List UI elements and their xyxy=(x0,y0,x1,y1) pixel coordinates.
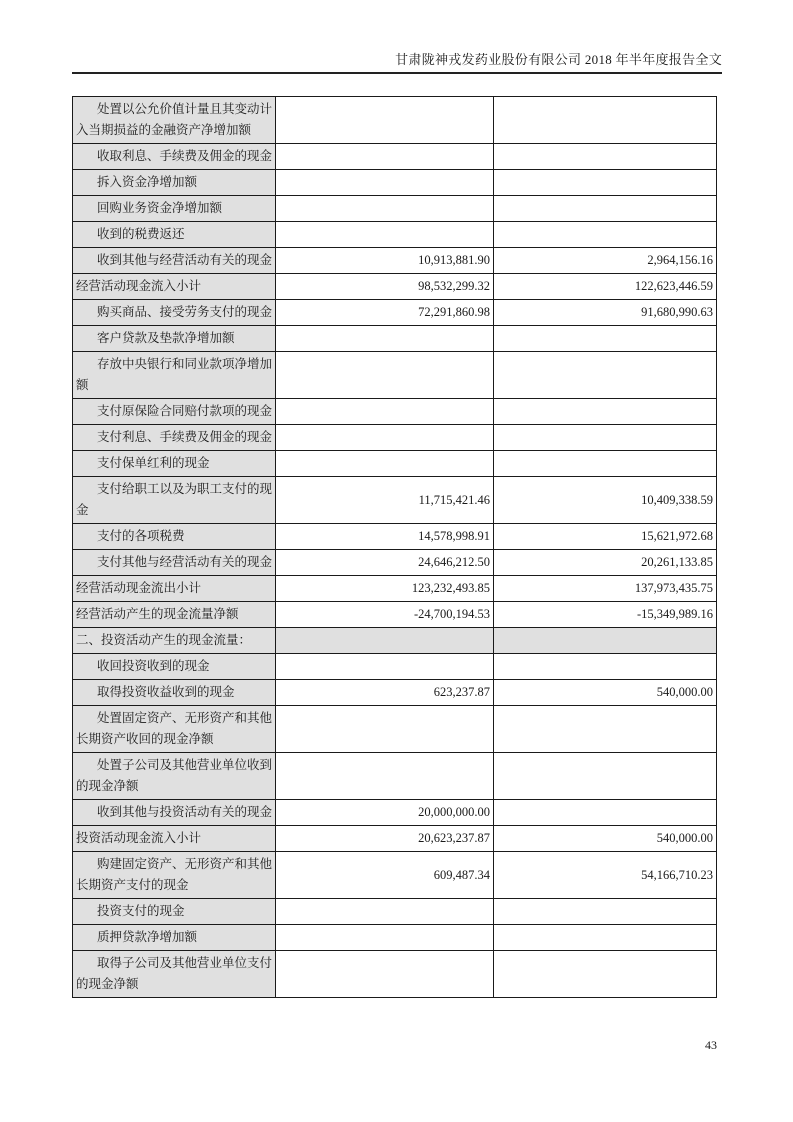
prior-period-value-cell: 137,973,435.75 xyxy=(494,576,717,602)
prior-period-value-cell: 10,409,338.59 xyxy=(494,477,717,524)
table-row xyxy=(73,451,717,477)
current-period-value-cell xyxy=(276,899,494,925)
table-row xyxy=(73,826,717,852)
prior-period-value-cell: 540,000.00 xyxy=(494,826,717,852)
row-label-cell: 支付原保险合同赔付款项的现金 xyxy=(73,399,276,425)
header-divider xyxy=(72,72,722,74)
current-period-value-cell: 20,000,000.00 xyxy=(276,800,494,826)
row-label-cell: 处置以公允价值计量且其变动计入当期损益的金融资产净增加额 xyxy=(73,97,276,144)
row-label-cell: 收回投资收到的现金 xyxy=(73,654,276,680)
table-row xyxy=(73,425,717,451)
table-row xyxy=(73,248,717,274)
row-label-cell: 取得投资收益收到的现金 xyxy=(73,680,276,706)
current-period-value-cell: 11,715,421.46 xyxy=(276,477,494,524)
prior-period-value-cell xyxy=(494,144,717,170)
row-label-cell: 经营活动产生的现金流量净额 xyxy=(73,602,276,628)
current-period-value-cell xyxy=(276,170,494,196)
table-row xyxy=(73,524,717,550)
row-label-cell: 二、投资活动产生的现金流量： xyxy=(73,628,276,654)
current-period-value-cell: 10,913,881.90 xyxy=(276,248,494,274)
prior-period-value-cell: 540,000.00 xyxy=(494,680,717,706)
row-label-cell: 支付其他与经营活动有关的现金 xyxy=(73,550,276,576)
current-period-value-cell xyxy=(276,654,494,680)
current-period-value-cell: 24,646,212.50 xyxy=(276,550,494,576)
row-label-cell: 支付的各项税费 xyxy=(73,524,276,550)
current-period-value-cell xyxy=(276,222,494,248)
current-period-value-cell xyxy=(276,144,494,170)
current-period-value-cell: 623,237.87 xyxy=(276,680,494,706)
prior-period-value-cell xyxy=(494,951,717,998)
row-label-cell: 投资支付的现金 xyxy=(73,899,276,925)
table-row xyxy=(73,925,717,951)
prior-period-value-cell xyxy=(494,899,717,925)
row-label-cell: 回购业务资金净增加额 xyxy=(73,196,276,222)
table-row xyxy=(73,196,717,222)
table-row xyxy=(73,602,717,628)
current-period-value-cell xyxy=(276,753,494,800)
current-period-value-cell xyxy=(276,628,494,654)
table-row xyxy=(73,680,717,706)
row-label-cell: 购买商品、接受劳务支付的现金 xyxy=(73,300,276,326)
table-row xyxy=(73,852,717,899)
row-label-cell: 处置子公司及其他营业单位收到的现金净额 xyxy=(73,753,276,800)
row-label-cell: 经营活动现金流入小计 xyxy=(73,274,276,300)
table-row xyxy=(73,951,717,998)
prior-period-value-cell: 122,623,446.59 xyxy=(494,274,717,300)
table-row xyxy=(73,399,717,425)
page-content xyxy=(72,0,722,998)
prior-period-value-cell xyxy=(494,753,717,800)
table-row xyxy=(73,477,717,524)
prior-period-value-cell: -15,349,989.16 xyxy=(494,602,717,628)
table-row xyxy=(73,97,717,144)
prior-period-value-cell xyxy=(494,628,717,654)
row-label-cell: 客户贷款及垫款净增加额 xyxy=(73,326,276,352)
row-label-cell: 质押贷款净增加额 xyxy=(73,925,276,951)
prior-period-value-cell xyxy=(494,451,717,477)
table-row xyxy=(73,352,717,399)
current-period-value-cell xyxy=(276,196,494,222)
row-label-cell: 收到的税费返还 xyxy=(73,222,276,248)
row-label-cell: 取得子公司及其他营业单位支付的现金净额 xyxy=(73,951,276,998)
current-period-value-cell: 72,291,860.98 xyxy=(276,300,494,326)
current-period-value-cell: -24,700,194.53 xyxy=(276,602,494,628)
prior-period-value-cell xyxy=(494,800,717,826)
current-period-value-cell: 20,623,237.87 xyxy=(276,826,494,852)
row-label-cell: 存放中央银行和同业款项净增加额 xyxy=(73,352,276,399)
current-period-value-cell xyxy=(276,352,494,399)
row-label-cell: 购建固定资产、无形资产和其他长期资产支付的现金 xyxy=(73,852,276,899)
table-row xyxy=(73,222,717,248)
row-label-cell: 收到其他与投资活动有关的现金 xyxy=(73,800,276,826)
current-period-value-cell xyxy=(276,951,494,998)
prior-period-value-cell xyxy=(494,170,717,196)
current-period-value-cell xyxy=(276,326,494,352)
row-label-cell: 收取利息、手续费及佣金的现金 xyxy=(73,144,276,170)
prior-period-value-cell xyxy=(494,352,717,399)
table-row xyxy=(73,170,717,196)
row-label-cell: 经营活动现金流出小计 xyxy=(73,576,276,602)
row-label-cell: 拆入资金净增加额 xyxy=(73,170,276,196)
current-period-value-cell xyxy=(276,925,494,951)
prior-period-value-cell: 20,261,133.85 xyxy=(494,550,717,576)
report-header-title: 甘肃陇神戎发药业股份有限公司 2018 年半年度报告全文 xyxy=(395,52,722,67)
prior-period-value-cell: 91,680,990.63 xyxy=(494,300,717,326)
table-row xyxy=(73,576,717,602)
current-period-value-cell: 14,578,998.91 xyxy=(276,524,494,550)
prior-period-value-cell xyxy=(494,97,717,144)
row-label-cell: 支付保单红利的现金 xyxy=(73,451,276,477)
current-period-value-cell xyxy=(276,97,494,144)
cash-flow-statement-table xyxy=(72,96,717,998)
row-label-cell: 投资活动现金流入小计 xyxy=(73,826,276,852)
current-period-value-cell: 98,532,299.32 xyxy=(276,274,494,300)
current-period-value-cell xyxy=(276,399,494,425)
prior-period-value-cell xyxy=(494,706,717,753)
table-row xyxy=(73,300,717,326)
table-row xyxy=(73,144,717,170)
current-period-value-cell: 123,232,493.85 xyxy=(276,576,494,602)
table-row xyxy=(73,274,717,300)
row-label-cell: 支付给职工以及为职工支付的现金 xyxy=(73,477,276,524)
row-label-cell: 处置固定资产、无形资产和其他长期资产收回的现金净额 xyxy=(73,706,276,753)
prior-period-value-cell xyxy=(494,326,717,352)
page-number: 43 xyxy=(705,1038,717,1052)
table-row xyxy=(73,706,717,753)
row-label-cell: 收到其他与经营活动有关的现金 xyxy=(73,248,276,274)
table-row xyxy=(73,550,717,576)
table-row xyxy=(73,628,717,654)
table-row xyxy=(73,654,717,680)
table-row xyxy=(73,326,717,352)
current-period-value-cell xyxy=(276,451,494,477)
prior-period-value-cell xyxy=(494,925,717,951)
current-period-value-cell: 609,487.34 xyxy=(276,852,494,899)
prior-period-value-cell xyxy=(494,222,717,248)
table-row xyxy=(73,899,717,925)
table-row xyxy=(73,800,717,826)
row-label-cell: 支付利息、手续费及佣金的现金 xyxy=(73,425,276,451)
prior-period-value-cell: 54,166,710.23 xyxy=(494,852,717,899)
prior-period-value-cell: 2,964,156.16 xyxy=(494,248,717,274)
prior-period-value-cell xyxy=(494,196,717,222)
table-row xyxy=(73,753,717,800)
prior-period-value-cell xyxy=(494,399,717,425)
prior-period-value-cell: 15,621,972.68 xyxy=(494,524,717,550)
prior-period-value-cell xyxy=(494,425,717,451)
current-period-value-cell xyxy=(276,706,494,753)
prior-period-value-cell xyxy=(494,654,717,680)
current-period-value-cell xyxy=(276,425,494,451)
